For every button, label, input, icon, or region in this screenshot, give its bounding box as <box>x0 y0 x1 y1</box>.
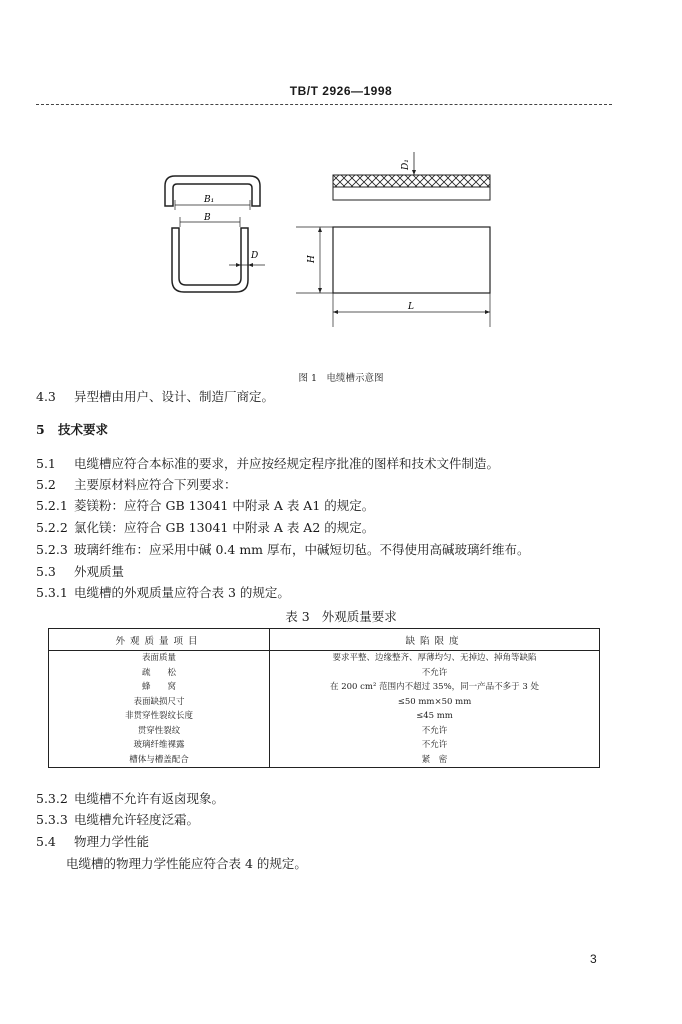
lid-side-view <box>333 175 490 187</box>
table-row: 蜂 窝 在 200 cm² 范围内不超过 35%，同一产品不多于 3 处 <box>49 680 600 695</box>
section-5-heading: 5 技术要求 <box>36 422 109 437</box>
clause-5-3-1: 5.3.1 电缆槽的外观质量应符合表 3 的规定。 <box>36 585 290 600</box>
table-row: 表面质量 要求平整、边缘整齐、厚薄均匀、无掉边、掉角等缺陷 <box>49 651 600 666</box>
figure-1-diagram <box>0 130 682 365</box>
trough-section <box>172 228 248 292</box>
label-l: L <box>408 302 414 312</box>
label-d1: D₁ <box>401 159 411 170</box>
table-header-row <box>49 629 600 651</box>
figure-caption-number: 图 1 <box>298 373 318 384</box>
clause-5-1: 5.1 电缆槽应符合本标准的要求，并应按经规定程序批准的图样和技术文件制造。 <box>36 456 500 471</box>
table-row: 玻璃纤维裸露 不允许 <box>49 738 600 753</box>
clause-5-4-body: 电缆槽的物理力学性能应符合表 4 的规定。 <box>66 856 307 871</box>
clause-5-2: 5.2 主要原材料应符合下列要求： <box>36 477 237 492</box>
label-d: D <box>251 251 259 261</box>
clause-5-2-2: 5.2.2 氯化镁：应符合 GB 13041 中附录 A 表 A2 的规定。 <box>36 520 375 535</box>
clause-5-2-3: 5.2.3 玻璃纤维布：应采用中碱 0.4 mm 厚布，中碱短切毡。不得使用高碱玻璃纤维布。 <box>36 542 530 557</box>
header-rule <box>36 104 612 105</box>
figure-caption <box>0 370 682 384</box>
clause-5-4: 5.4 物理力学性能 <box>36 834 150 849</box>
table-header-limit: 缺陷限度 <box>270 629 600 651</box>
clause-5-3: 5.3 外观质量 <box>36 564 125 579</box>
page-header: TB/T 2926—1998 <box>289 84 393 98</box>
table-header-item: 外观质量项目 <box>49 629 270 651</box>
table-row: 疏 松 不允许 <box>49 666 600 681</box>
trough-side-view <box>333 227 490 293</box>
label-h: H <box>307 255 317 263</box>
table-row: 贯穿性裂纹 不允许 <box>49 724 600 739</box>
label-b: B <box>204 213 211 223</box>
page-number: 3 <box>590 952 597 966</box>
table-row: 槽体与槽盖配合 紧 密 <box>49 753 600 768</box>
clause-5-3-2: 5.3.2 电缆槽不允许有返卤现象。 <box>36 791 225 806</box>
label-b1: B₁ <box>204 195 215 205</box>
table-row: 非贯穿性裂纹长度 ≤45 mm <box>49 709 600 724</box>
table-3 <box>48 628 600 768</box>
figure-caption-text: 电缆槽示意图 <box>326 373 384 384</box>
clause-5-3-3: 5.3.3 电缆槽允许轻度泛霜。 <box>36 812 200 827</box>
table-row: 表面缺损尺寸 ≤50 mm×50 mm <box>49 695 600 710</box>
clause-5-2-1: 5.2.1 菱镁粉：应符合 GB 13041 中附录 A 表 A1 的规定。 <box>36 498 375 513</box>
clause-4-3: 4.3 异型槽由用户、设计、制造厂商定。 <box>36 389 275 404</box>
table-3-title: 表 3 外观质量要求 <box>285 609 397 624</box>
